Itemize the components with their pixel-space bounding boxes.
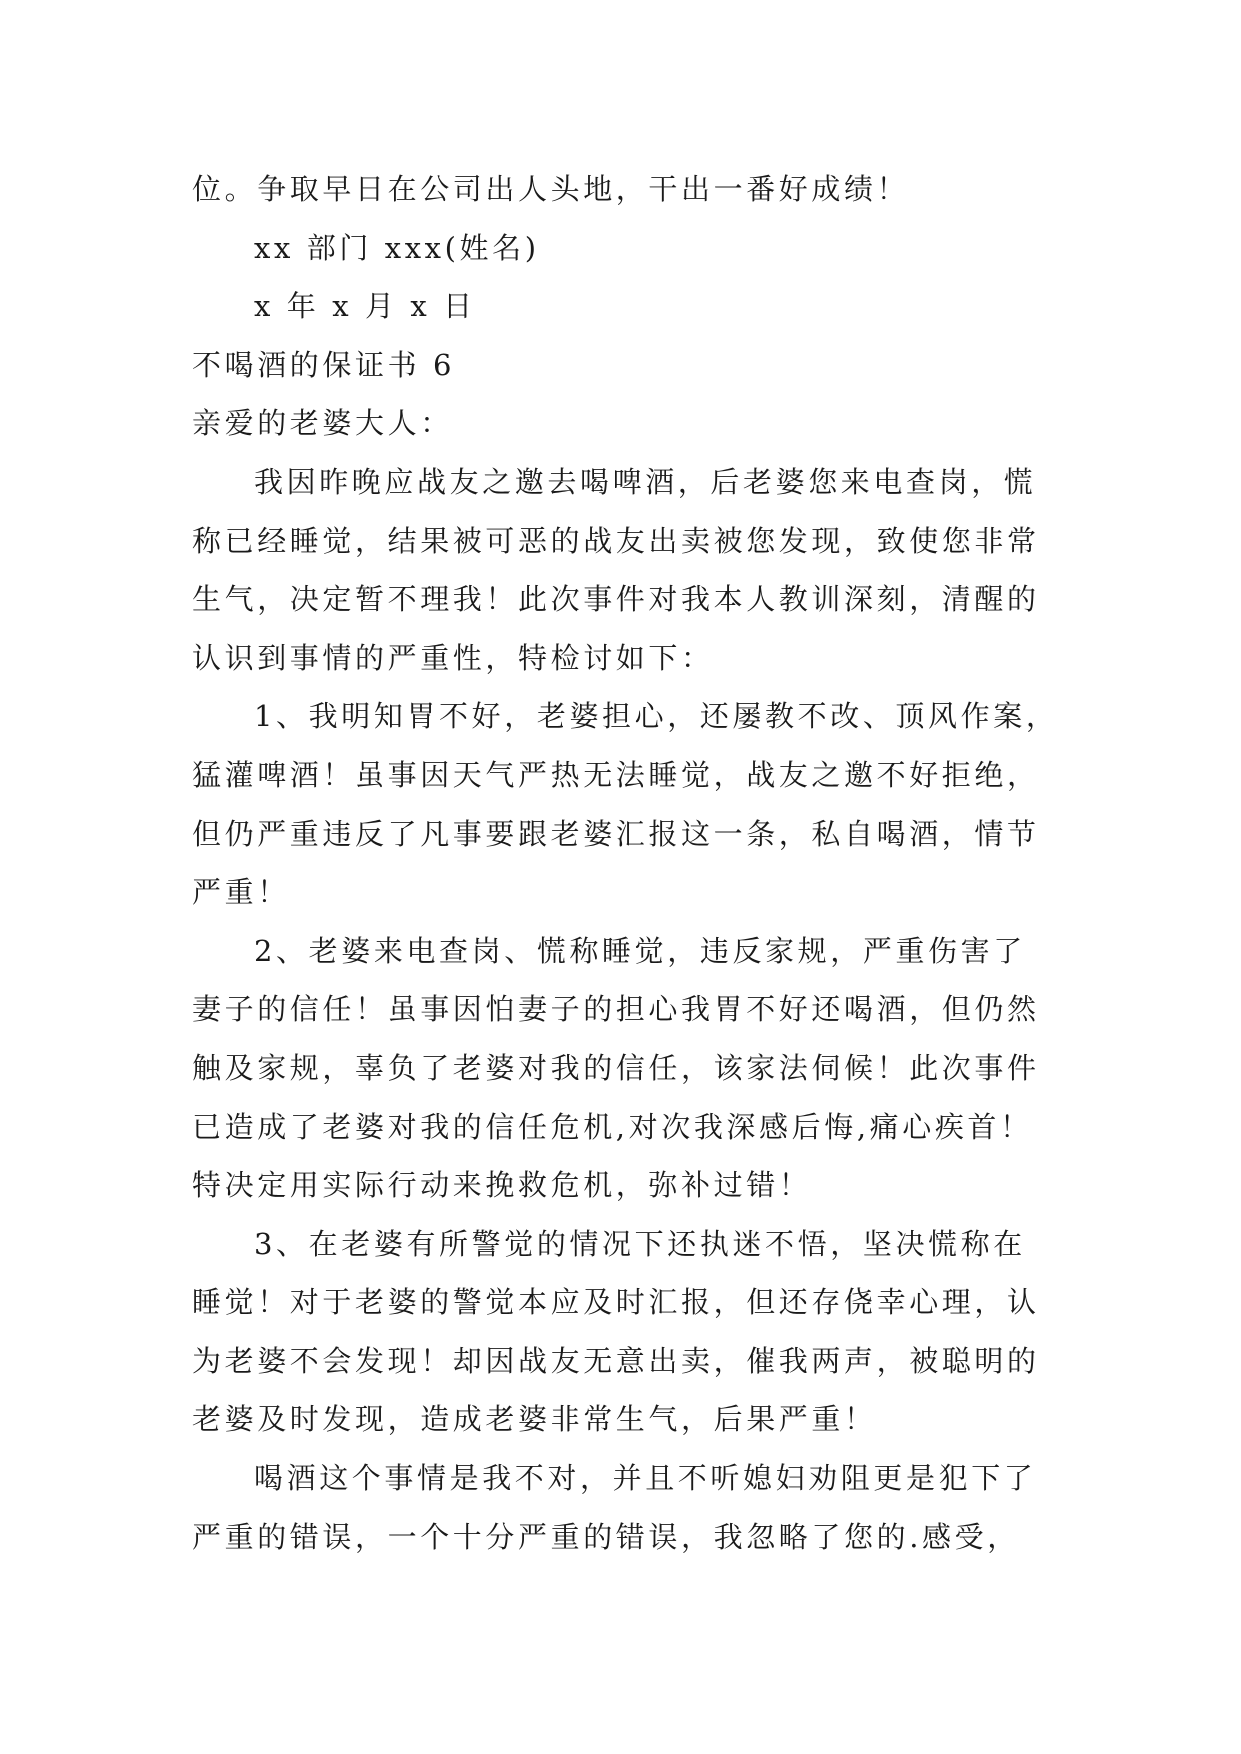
text-line: 生气，决定暂不理我！此次事件对我本人教训深刻，清醒的 xyxy=(192,582,1040,617)
text-line: 严重！ xyxy=(192,875,290,910)
text-line: 妻子的信任！虽事因怕妻子的担心我胃不好还喝酒，但仍然 xyxy=(192,992,1040,1027)
text-line: 不喝酒的保证书 6 xyxy=(192,347,456,382)
text-line: x 年 x 月 x 日 xyxy=(254,289,476,324)
text-line: 3、在老婆有所警觉的情况下还执迷不悟，坚决慌称在 xyxy=(254,1226,1026,1261)
text-line: 但仍严重违反了凡事要跟老婆汇报这一条，私自喝酒，情节 xyxy=(192,816,1040,851)
document-body xyxy=(192,160,1072,1566)
text-line: 为老婆不会发现！却因战友无意出卖，催我两声，被聪明的 xyxy=(192,1343,1040,1378)
text-line: 特决定用实际行动来挽救危机，弥补过错！ xyxy=(192,1168,812,1203)
text-line: 亲爱的老婆大人： xyxy=(192,406,453,441)
text-line: 喝酒这个事情是我不对，并且不听媳妇劝阻更是犯下了 xyxy=(254,1461,1037,1496)
text-line: 2、老婆来电查岗、慌称睡觉，违反家规，严重伤害了 xyxy=(254,933,1026,968)
text-line: 我因昨晚应战友之邀去喝啤酒，后老婆您来电查岗，慌 xyxy=(254,464,1037,499)
text-line: xx 部门 xxx(姓名) xyxy=(254,230,540,265)
text-line: 1、我明知胃不好，老婆担心，还屡教不改、顶风作案， xyxy=(254,699,1059,734)
text-line: 严重的错误，一个十分严重的错误，我忽略了您的.感受， xyxy=(192,1519,1020,1554)
text-line: 位。争取早日在公司出人头地，干出一番好成绩！ xyxy=(192,172,910,206)
text-line: 触及家规，辜负了老婆对我的信任，该家法伺候！此次事件 xyxy=(192,1050,1040,1085)
text-line: 老婆及时发现，造成老婆非常生气，后果严重！ xyxy=(192,1402,877,1437)
text-line: 已造成了老婆对我的信任危机,对次我深感后悔,痛心疾首！ xyxy=(192,1109,1033,1144)
text-line: 认识到事情的严重性，特检讨如下： xyxy=(192,640,714,675)
text-line: 称已经睡觉，结果被可恶的战友出卖被您发现，致使您非常 xyxy=(192,523,1040,558)
text-line: 猛灌啤酒！虽事因天气严热无法睡觉，战友之邀不好拒绝， xyxy=(192,757,1040,792)
text-line: 睡觉！对于老婆的警觉本应及时汇报，但还存侥幸心理，认 xyxy=(192,1285,1040,1320)
